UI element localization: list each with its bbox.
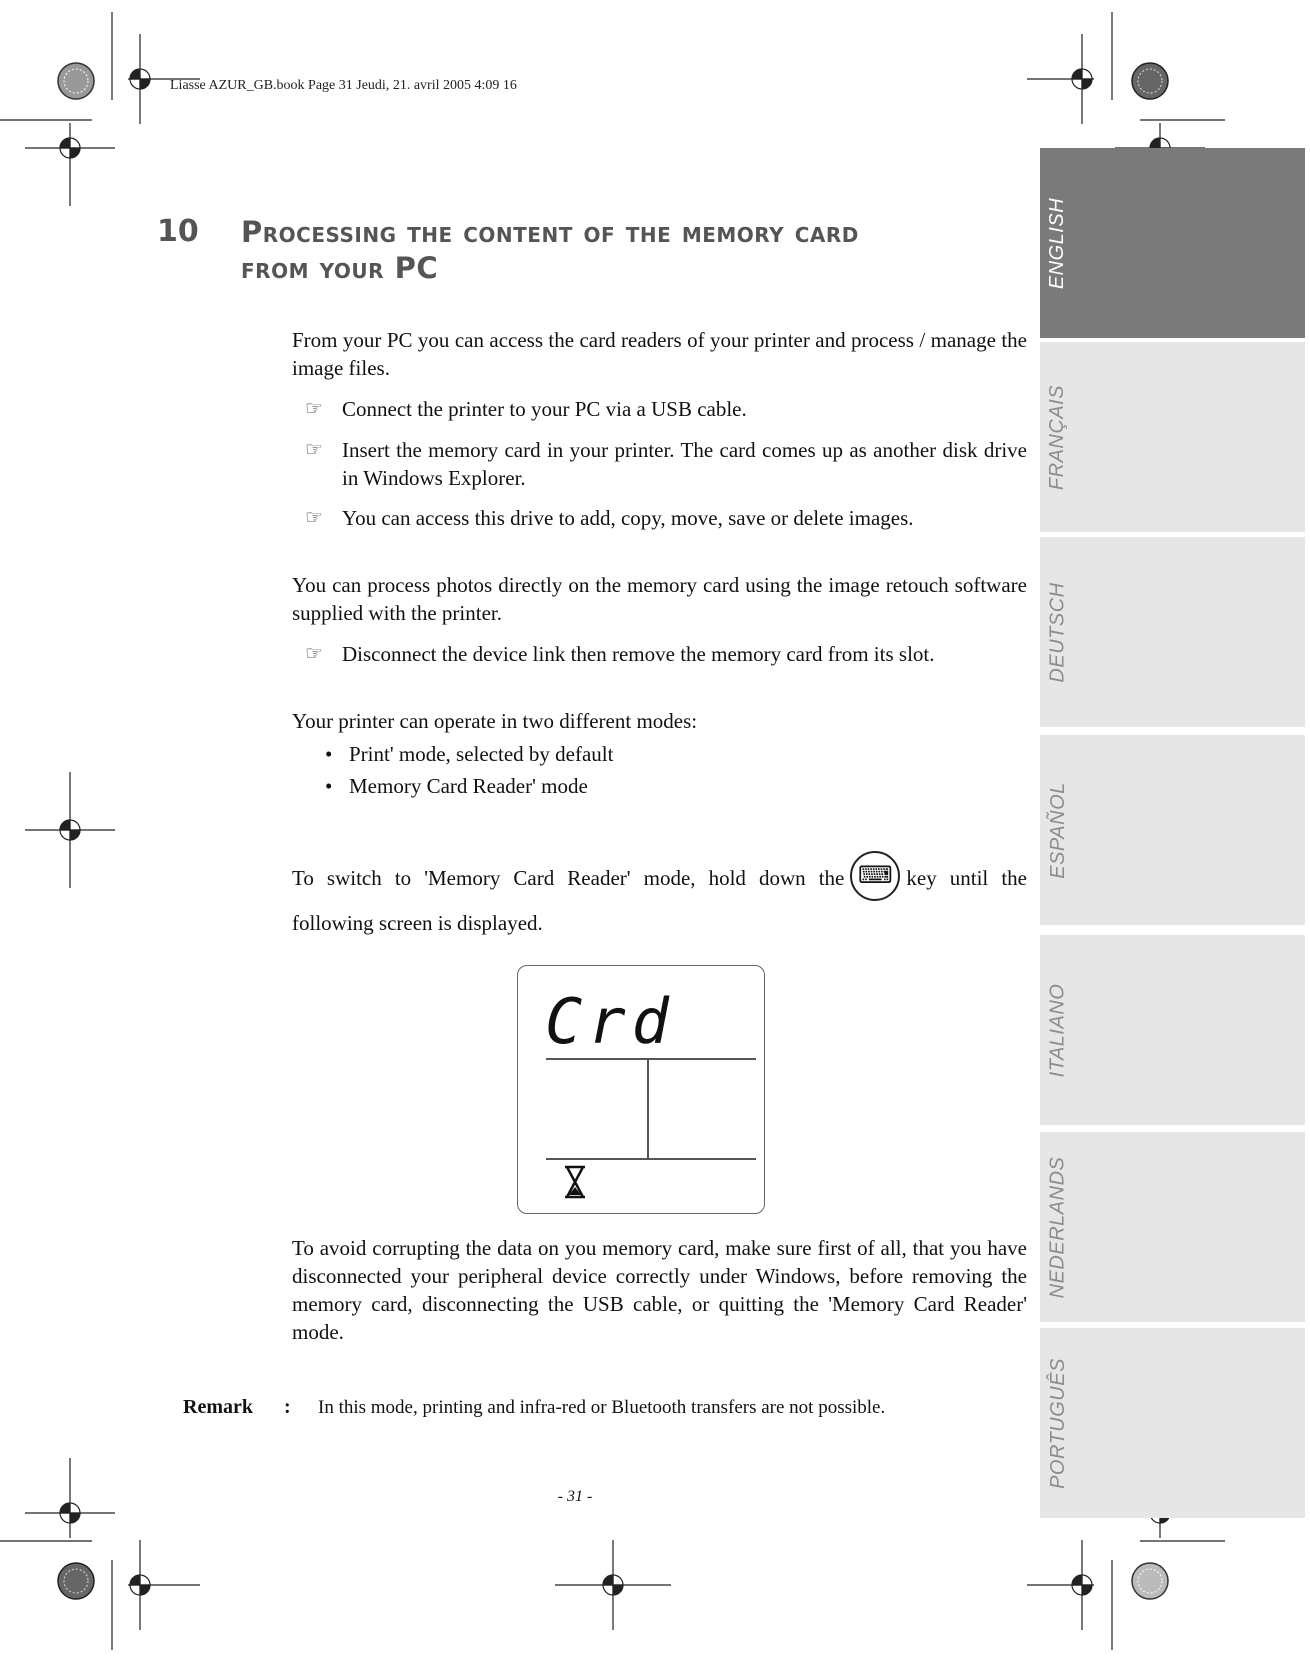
remark-text: In this mode, printing and infra-red or Bluetooth transfers are not possible. [318, 1397, 886, 1418]
lcd-divider [647, 1058, 649, 1158]
list-item: ☞ You can access this drive to add, copy, move, save or delete images. [305, 506, 914, 530]
list-item: ☞ Insert the memory card in your printer. The card comes up as another disk drive in Windows Explorer. [305, 438, 1027, 490]
list-item: • Print' mode, selected by default [325, 740, 613, 768]
pointing-hand-icon: ☞ [305, 439, 323, 461]
language-label: FRANÇAIS [1046, 384, 1069, 490]
language-label: NEDERLANDS [1046, 1156, 1069, 1298]
language-label: ESPAÑOL [1046, 781, 1069, 879]
language-tab-francais [1040, 342, 1305, 532]
lcd-divider [546, 1058, 756, 1060]
pointing-hand-icon: ☞ [305, 398, 323, 420]
language-label: ITALIANO [1046, 983, 1069, 1077]
list-item: • Memory Card Reader' mode [325, 772, 588, 800]
pointing-hand-icon: ☞ [305, 643, 323, 665]
switch-paragraph: To switch to 'Memory Card Reader' mode, hold down the ⌨ key until the following screen is displayed. [292, 855, 1027, 941]
chapter-title [241, 214, 1001, 286]
list-item: ☞ Connect the printer to your PC via a USB cable. [305, 397, 747, 421]
language-tab-deutsch [1040, 537, 1305, 727]
language-label: ENGLISH [1046, 197, 1069, 289]
language-label: PORTUGUÊS [1046, 1357, 1069, 1489]
language-tab-italiano [1040, 935, 1305, 1125]
warning-paragraph: To avoid corrupting the data on you memory card, make sure first of all, that you have disconnected your peripheral device correctly under Windows, before removing the memory card, disconnecting the USB cable, or quitting the 'Memory Card Reader' mode. [292, 1236, 1027, 1344]
chapter-title-line: Processing the content of the memory card [241, 215, 859, 249]
page-number: - 31 - [557, 1488, 593, 1505]
language-tab-espanol [1040, 735, 1305, 925]
remark-label: Remark [183, 1396, 253, 1418]
lcd-display-text: Crd [545, 985, 675, 1058]
modes-intro: Your printer can operate in two different modes: [292, 709, 698, 733]
lcd-divider [546, 1158, 756, 1160]
chapter-number: 10 [157, 214, 199, 249]
language-tab-english [1040, 148, 1305, 338]
chapter-title-line: from your PC [241, 251, 439, 285]
intro-paragraph: From your PC you can access the card readers of your printer and process / manage the image files. [292, 328, 1027, 380]
language-tab-portugues [1040, 1328, 1305, 1518]
hourglass-icon [562, 1165, 588, 1199]
remark-colon: : [284, 1396, 291, 1418]
pointing-hand-icon: ☞ [305, 507, 323, 529]
book-header: Liasse AZUR_GB.book Page 31 Jeudi, 21. avril 2005 4:09 16 [170, 78, 517, 93]
list-item: ☞ Disconnect the device link then remove the memory card from its slot. [305, 642, 935, 666]
language-label: DEUTSCH [1046, 581, 1069, 683]
process-paragraph: You can process photos directly on the memory card using the image retouch software supplied with the printer. [292, 573, 1027, 625]
card-key-icon: ⌨ [850, 851, 900, 901]
language-tab-nederlands [1040, 1132, 1305, 1322]
